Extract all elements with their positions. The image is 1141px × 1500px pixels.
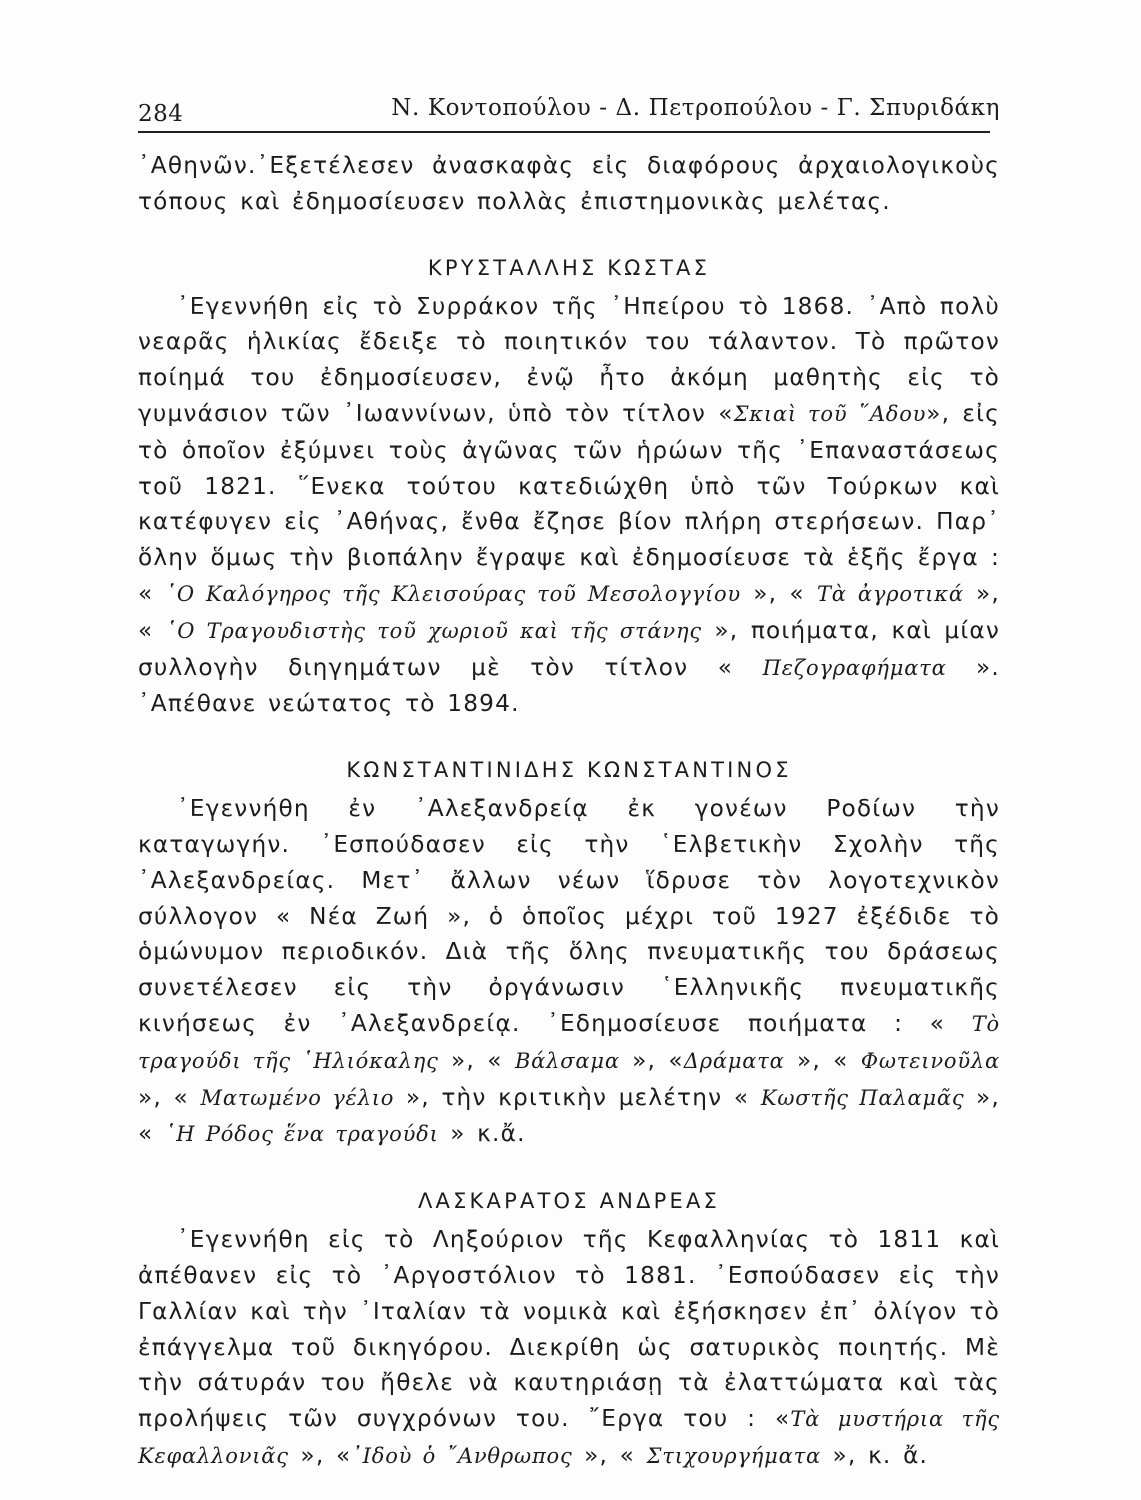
work-title: Φωτεινοῦλα [860, 1048, 1000, 1073]
work-title: Πεζογραφήματα [762, 655, 947, 680]
running-head: Ν. Κοντοπούλου - Δ. Πετροπούλου - Γ. Σπυριδάκη [391, 95, 1000, 121]
entry-paragraph [138, 289, 1000, 723]
work-title: Τὰ ἀγροτικά [816, 581, 964, 606]
work-title: ῾Ο Καλόγηρος τῆς Κλεισούρας τοῦ Μεσολογγίου [165, 581, 741, 606]
text-run: », « [438, 1046, 515, 1074]
header-rule [138, 131, 990, 133]
work-title: Δράματα [683, 1048, 785, 1073]
text-run: », « [288, 1441, 352, 1469]
entry-paragraph [138, 791, 1000, 1153]
work-title: Βάλσαμα [514, 1048, 620, 1073]
entry-kristallis [138, 220, 1000, 723]
work-title: Κωστῆς Παλαμᾶς [760, 1085, 965, 1110]
text-run: », εἰς τὸ ὁποῖον ἐξύμνει τοὺς ἀγῶνας τῶν ἡρώων τῆς ᾿Επαναστάσεως τοῦ 1821. ῞Ενεκα τούτου κατεδιώχθη ὑπὸ τῶν Τούρκων καὶ κατέφυγεν εἰς ᾿Αθήνας, ἔνθα ἔζησε βίον πλήρη στερήσεων. Παρ᾿ ὅλην ὅμως τὴν βιοπάλην ἔγραψε καὶ ἐδημοσίευσε τὰ ἑξῆς ἔργα : « [138, 399, 1000, 607]
text-run: » κ.ἄ. [438, 1120, 526, 1148]
work-title: Τὸ τραγούδι τῆς ῾Ηλιόκαλης [138, 1011, 1000, 1073]
work-title: Τὰ μυστήρια τῆς Κεφαλλονιᾶς [138, 1407, 1000, 1468]
intro-paragraph: ᾿Αθηνῶν.᾿Εξετέλεσεν ἀνασκαφὰς εἰς διαφόρους ἀρχαιολογικοὺς τόπους καὶ ἐδημοσίευσεν πολλὰς ἐπιστημονικὰς μελέτας. [138, 152, 1000, 215]
text-run: ᾿Εγεννήθη εἰς τὸ Ληξούριον τῆς Κεφαλληνίας τὸ 1811 καὶ ἀπέθανεν εἰς τὸ ᾿Αργοστόλιον τὸ 1881. ᾿Εσπούδασεν εἰς τὴν Γαλλίαν καὶ τὴν ᾿Ιταλίαν τὰ νομικὰ καὶ ἐξήσκησεν ἐπ᾿ ὀλίγον τὸ ἐπάγγελμα τοῦ δικηγόρου. Διεκρίθη ὡς σατυρικὸς ποιητής. Μὲ τὴν σάτυράν του ἤθελε νὰ καυτηριάσῃ τὰ ἐλαττώματα καὶ τὰς προλήψεις τῶν συγχρόνων του. ῎Εργα του : « [138, 1226, 1000, 1433]
work-title: ῾Ο Τραγουδιστὴς τοῦ χωριοῦ καὶ τῆς στάνης [165, 618, 702, 643]
entry-heading: ΚΡΥΣΤΑΛΛΗΣ ΚΩΣΤΑΣ [427, 255, 711, 280]
entry-heading: ΛΑΣΚΑΡΑΤΟΣ ΑΝΔΡΕΑΣ [417, 1189, 721, 1214]
text-run: », « [572, 1441, 647, 1469]
entry-laskaratos [138, 1153, 1000, 1475]
work-title: Ματωμένο γέλιο [200, 1085, 395, 1110]
text-run: ». ᾿Απέθανε νεώτατος τὸ 1894. [138, 653, 1000, 718]
text-run: ᾿Εγεννήθη εἰς τὸ Συρράκον τῆς ᾿Ηπείρου τὸ 1868. ᾿Απὸ πολὺ νεαρᾶς ἡλικίας ἔδειξε τὸ ποιητικόν του τάλαντον. Τὸ πρῶτον ποίημά του ἐδημοσίευσεν, ἐνῷ ἦτο ἀκόμη μαθητὴς εἰς τὸ γυμνάσιον τῶν ᾿Ιωαννίνων, ὑπὸ τὸν τίτλον « [138, 292, 1000, 427]
entry-heading: ΚΩΝΣΤΑΝΤΙΝΙΔΗΣ ΚΩΝΣΤΑΝΤΙΝΟΣ [346, 758, 792, 783]
page-body [138, 148, 1000, 1475]
text-run: », « [784, 1046, 861, 1074]
page-number: 284 [138, 101, 184, 127]
text-run: ᾿Εγεννήθη ἐν ᾿Αλεξανδρείᾳ ἐκ γονέων Ροδίων τὴν καταγωγήν. ᾿Εσπούδασεν εἰς τὴν ῾Ελβετικὴν Σχολὴν τῆς ᾿Αλεξανδρείας. Μετ᾿ ἄλλων νέων ἵδρυσε τὸν λογοτεχνικὸν σύλλογον « Νέα Ζωή », ὁ ὁποῖος μέχρι τοῦ 1927 ἐξέδιδε τὸ ὁμώνυμον περιοδικόν. Διὰ τῆς ὅλης πνευματικῆς του δράσεως συνετέλεσεν εἰς τὴν ὀργάνωσιν ῾Ελληνικῆς πνευματικῆς κινήσεως ἐν ᾿Αλεξανδρείᾳ. ᾿Εδημοσίευσε ποιήματα : « [138, 795, 1000, 1037]
work-title: Σκιαὶ τοῦ ῞Αδου [733, 401, 927, 426]
page-header [138, 95, 1000, 131]
text-run: », ποιήματα, καὶ μίαν συλλογὴν διηγημάτων μὲ τὸν τίτλον « [138, 616, 1000, 681]
work-title: ῾Η Ρόδος ἕνα τραγούδι [164, 1122, 439, 1147]
text-run: », τὴν κριτικὴν μελέτην « [394, 1083, 761, 1111]
work-title: Στιχουργήματα [646, 1443, 821, 1468]
text-run: », « [138, 1083, 1001, 1148]
entry-konstantinidis [138, 722, 1000, 1153]
entry-paragraph [138, 1222, 1000, 1475]
text-run: », « [138, 1083, 201, 1111]
text-run: », « [138, 579, 1000, 644]
text-run: », κ. ἄ. [820, 1441, 929, 1469]
work-title: ᾿Ιδοὺ ὁ ῎Ανθρωπος [351, 1443, 573, 1468]
text-run: », « [740, 579, 817, 607]
text-run: », « [619, 1046, 684, 1074]
